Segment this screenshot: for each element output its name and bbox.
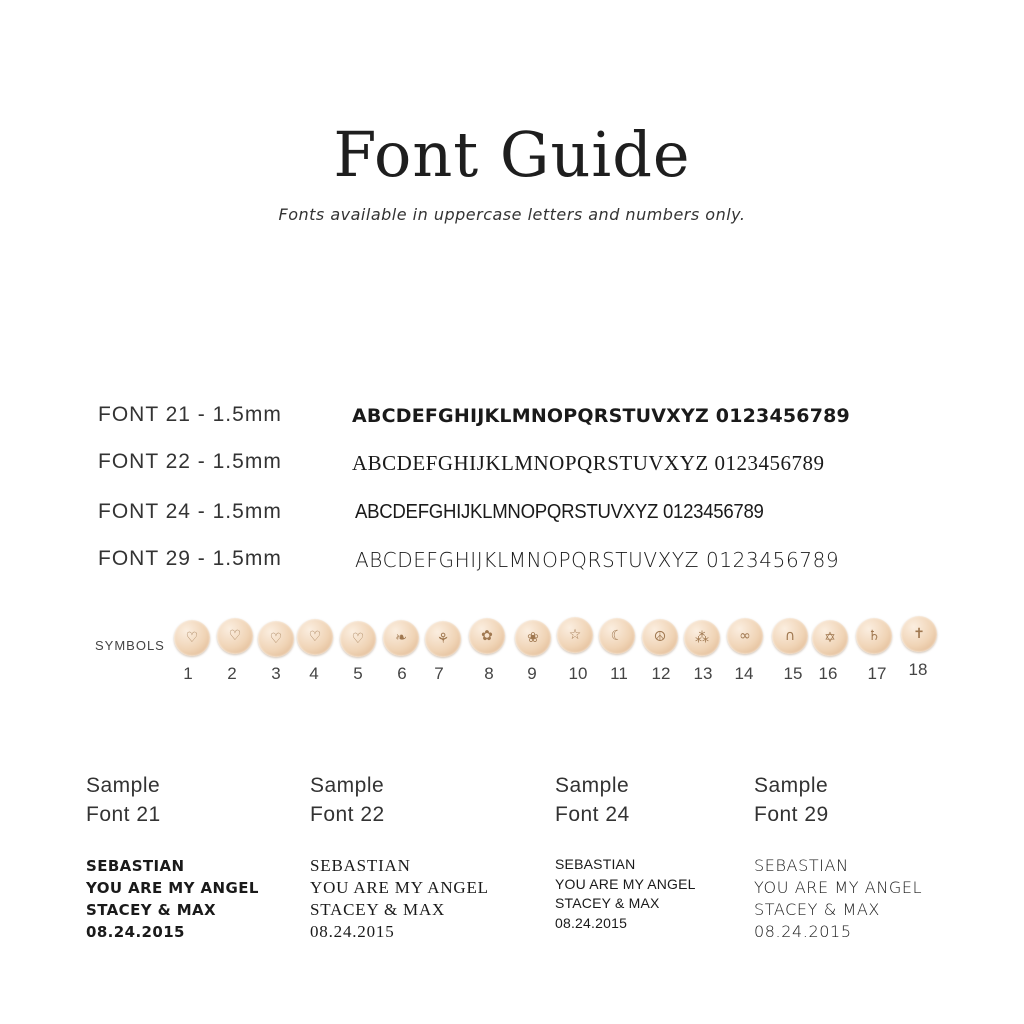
font-label: FONT 21 - 1.5mm [98,403,282,426]
sample-heading-line: Font 29 [754,803,829,826]
sample-line: SEBASTIAN [86,857,185,875]
page-subtitle: Fonts available in uppercase letters and numbers only. [278,205,746,224]
sample-line: SEBASTIAN [555,856,636,872]
page-title: Font Guide [333,118,691,191]
sample-heading-line: Font 22 [310,803,385,826]
symbol-number: 2 [227,664,237,683]
infinity-icon: ∞ [727,618,763,654]
heart-icon: ♡ [174,620,210,656]
flower-icon: ❀ [515,620,551,656]
sample-text-24 [555,855,696,933]
sample-line: 08.24.2015 [86,923,185,941]
sample-line: 08.24.2015 [754,922,852,941]
symbol-number: 5 [353,664,363,683]
sample-text-21 [86,855,259,943]
font-sample: ABCDEFGHIJKLMNOPQRSTUVXYZ 0123456789 [355,548,840,572]
sample-line: YOU ARE MY ANGEL [555,875,696,892]
symbol-number: 8 [484,664,494,683]
symbol-number: 9 [527,664,537,683]
symbol-number: 11 [610,664,628,683]
sample-line: SEBASTIAN [754,856,849,875]
baby-feet-icon: ⁂ [684,620,720,656]
symbol-number: 16 [818,664,838,683]
sample-line: STACEY & MAX [754,900,880,919]
sample-heading-line: Sample [754,774,829,797]
sample-heading-line: Sample [86,774,161,797]
font-label: FONT 22 - 1.5mm [98,450,282,473]
symbol-number: 13 [693,664,713,683]
sample-heading-line: Font 21 [86,803,161,826]
horseshoe-icon: ∩ [772,618,808,654]
symbol-number: 1 [183,664,193,683]
sample-text-22 [310,855,489,943]
symbol-number: 3 [271,664,281,683]
leaf-icon: ❧ [383,620,419,656]
symbol-number: 18 [908,660,928,679]
sample-line: 08.24.2015 [310,922,395,941]
symbol-number: 17 [867,664,887,683]
star-of-david-icon: ✡ [812,620,848,656]
leaf-icon: ⚘ [425,621,461,657]
font-sample: ABCDEFGHIJKLMNOPQRSTUVXYZ 0123456789 [352,451,825,475]
paw-icon: ✿ [469,618,505,654]
symbol-number: 10 [568,664,588,683]
symbol-number: 7 [434,664,444,683]
sample-heading-29 [754,771,829,829]
font-sample: ABCDEFGHIJKLMNOPQRSTUVXYZ 0123456789 [352,405,850,427]
sample-line: YOU ARE MY ANGEL [310,878,489,897]
sample-heading-21 [86,771,161,829]
symbol-number: 12 [651,664,671,683]
font-label: FONT 29 - 1.5mm [98,547,282,570]
sample-heading-line: Sample [310,774,385,797]
cross-icon: ✝ [901,616,937,652]
heart-icon: ♡ [217,618,253,654]
heart-outline-icon: ♡ [340,621,376,657]
font-sample: ABCDEFGHIJKLMNOPQRSTUVXYZ 0123456789 [355,501,764,523]
sample-text-29 [754,855,922,943]
sample-line: STACEY & MAX [555,895,660,911]
heart-outline-icon: ♡ [258,621,294,657]
symbol-number: 4 [309,664,319,683]
peace-icon: ☮ [642,619,678,655]
symbol-number: 6 [397,664,407,683]
symbols-label: SYMBOLS [95,638,165,653]
ribbon-icon: ♄ [856,618,892,654]
sample-line: 08.24.2015 [555,914,628,931]
sample-heading-line: Sample [555,774,630,797]
star-icon: ☆ [557,617,593,653]
symbol-number: 15 [783,664,803,683]
font-label: FONT 24 - 1.5mm [98,500,282,523]
sample-heading-24 [555,771,630,829]
sample-line: YOU ARE MY ANGEL [86,879,259,897]
sample-heading-line: Font 24 [555,803,630,826]
sample-line: STACEY & MAX [310,900,446,919]
symbol-number: 14 [734,664,754,683]
sample-line: SEBASTIAN [310,856,411,875]
sample-line: STACEY & MAX [86,901,217,919]
sample-heading-22 [310,771,385,829]
heart-outline-icon: ♡ [297,619,333,655]
sample-line: YOU ARE MY ANGEL [754,878,923,897]
moon-icon: ☾ [599,618,635,654]
